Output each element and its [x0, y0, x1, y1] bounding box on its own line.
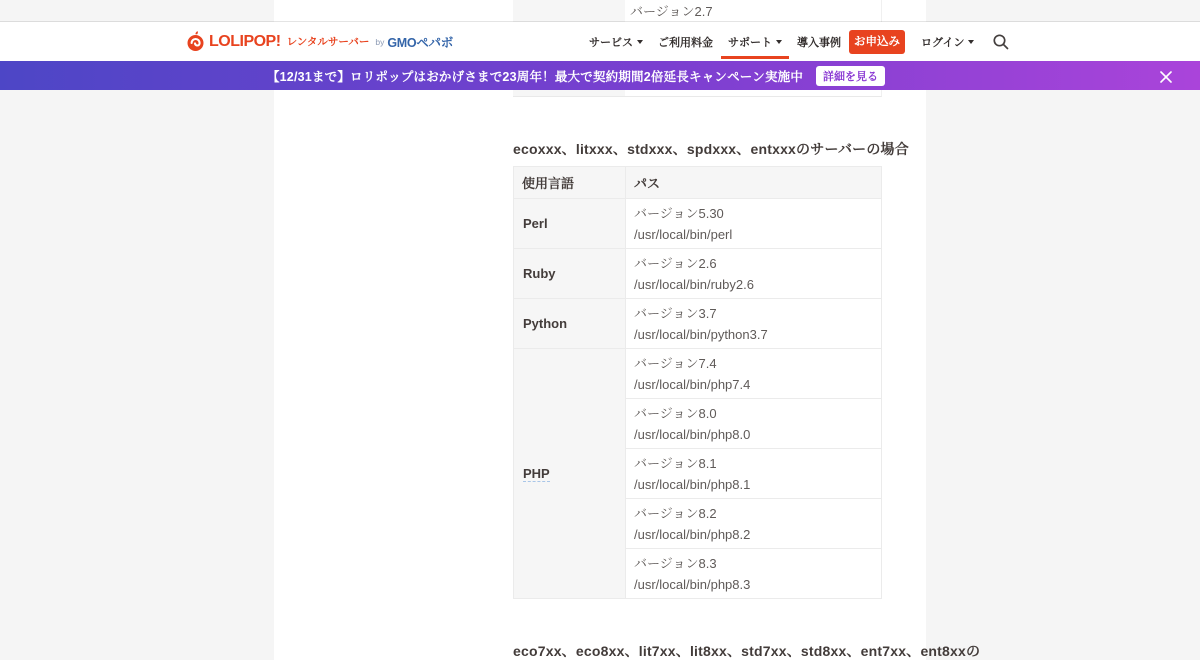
path-cell	[626, 249, 882, 299]
nav-item-label: 導入事例	[797, 36, 841, 49]
path-cell	[626, 349, 882, 399]
logo-brand-text: LOLIPOP!	[209, 32, 281, 50]
path-text: /usr/local/bin/php7.4	[634, 376, 751, 392]
site-header	[0, 22, 1200, 61]
search-icon[interactable]	[992, 33, 1010, 51]
section-title: ecoxxx、litxxx、stdxxx、spdxxx、entxxxのサーバーの場合	[513, 141, 909, 157]
version-text: バージョン8.3	[634, 555, 717, 571]
path-text: /usr/local/bin/php8.2	[634, 526, 751, 542]
logo-service-text: レンタルサーバー	[286, 36, 370, 48]
banner-message: 【12/31まで】ロリポップはおかげさまで23周年！最大で契約期間2倍延長キャンペーン実施中	[266, 69, 804, 84]
campaign-banner	[0, 61, 1200, 90]
path-text: /usr/local/bin/php8.0	[634, 426, 751, 442]
logo[interactable]	[187, 22, 453, 61]
version-text: バージョン8.1	[634, 455, 717, 471]
table-row	[514, 249, 882, 299]
chevron-down-icon	[776, 40, 782, 44]
nav-item-link[interactable]	[658, 22, 713, 61]
glossary-term-link[interactable]: PHP	[523, 466, 550, 481]
nav-item-label: ご利用料金	[658, 36, 713, 49]
table-row	[514, 299, 882, 349]
version-text: バージョン5.30	[634, 205, 724, 221]
login-label: ログイン	[921, 36, 965, 49]
language-cell: Python	[514, 299, 626, 349]
column-header-path: パス	[626, 167, 882, 199]
version-text: バージョン8.2	[634, 505, 717, 521]
language-cell: Perl	[514, 199, 626, 249]
version-text: バージョン7.4	[634, 355, 717, 371]
section-title-next: eco7xx、eco8xx、lit7xx、lit8xx、std7xx、std8xx、ent7xx、ent8xxの	[513, 643, 981, 659]
version-text: バージョン2.6	[634, 255, 717, 271]
nav-item-link[interactable]	[589, 22, 643, 61]
banner-detail-button[interactable]: 詳細を見る	[816, 66, 885, 86]
nav-item-link[interactable]	[797, 22, 841, 61]
column-header-language: 使用言語	[514, 167, 626, 199]
language-cell	[514, 349, 626, 599]
previous-table-version-text: バージョン2.7	[630, 4, 713, 19]
path-cell	[626, 449, 882, 499]
path-cell	[626, 549, 882, 599]
path-cell	[626, 399, 882, 449]
table-header-row	[514, 167, 882, 199]
nav-item-label: サポート	[728, 36, 772, 49]
version-text: バージョン3.7	[634, 305, 717, 321]
language-cell: Ruby	[514, 249, 626, 299]
banner-close-icon[interactable]	[1160, 70, 1172, 82]
language-path-table	[513, 166, 882, 599]
table-row	[514, 349, 882, 399]
path-cell	[626, 199, 882, 249]
path-text: /usr/local/bin/ruby2.6	[634, 276, 754, 292]
nav-item-label: サービス	[589, 36, 633, 49]
version-text: バージョン8.0	[634, 405, 717, 421]
path-cell	[626, 299, 882, 349]
lollipop-icon	[187, 31, 204, 52]
chevron-down-icon	[968, 40, 974, 44]
path-cell	[626, 499, 882, 549]
login-menu[interactable]	[921, 22, 974, 61]
apply-button[interactable]: お申込み	[849, 30, 905, 54]
chevron-down-icon	[637, 40, 643, 44]
path-text: /usr/local/bin/php8.1	[634, 476, 751, 492]
path-text: /usr/local/bin/python3.7	[634, 326, 768, 342]
logo-by-text: by	[375, 36, 385, 47]
campaign-banner-inner	[266, 61, 926, 90]
path-text: /usr/local/bin/php8.3	[634, 576, 751, 592]
main-nav	[589, 22, 841, 61]
nav-item-active[interactable]	[728, 22, 782, 61]
path-text: /usr/local/bin/perl	[634, 226, 733, 242]
logo-company-text: GMOペパボ	[387, 35, 453, 50]
table-row	[514, 199, 882, 249]
